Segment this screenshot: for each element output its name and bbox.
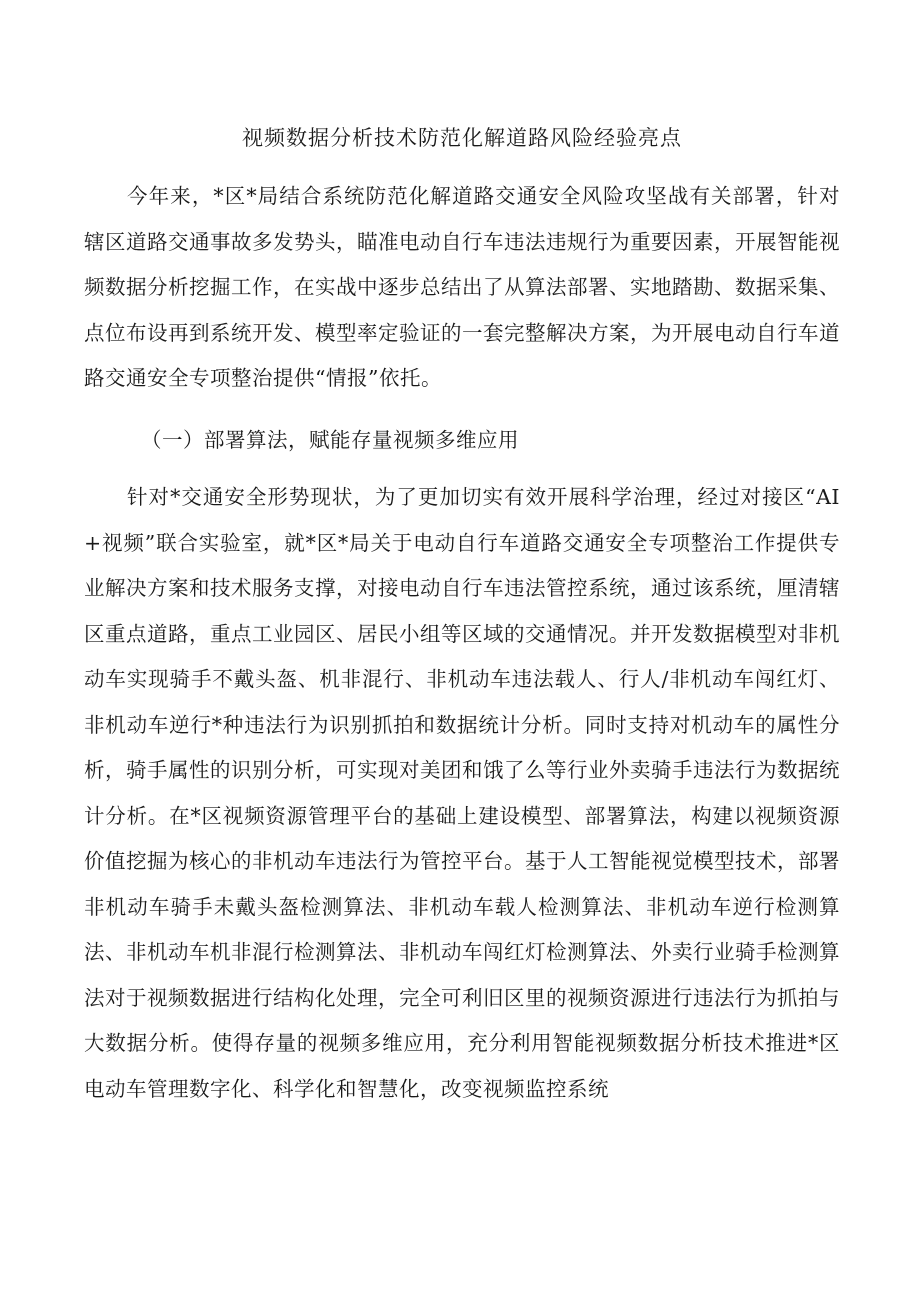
section-1-body-paragraph: 针对*交通安全形势现状，为了更加切实有效开展科学治理，经过对接区“AI+视频”联合实验室，就*区*局关于电动自行车道路交通安全专项整治工作提供专业解决方案和技术服务支撑，对接电动自行车违法管控系统，通过该系统，厘清辖区重点道路，重点工业园区、居民小组等区域的交通情况。并开发数据模型对非机动车实现骑手不戴头盔、机非混行、非机动车违法载人、行人/非机动车闯红灯、非机动车逆行*种违法行为识别抓拍和数据统计分析。同时支持对机动车的属性分析，骑手属性的识别分析，可实现对美团和饿了么等行业外卖骑手违法行为数据统计分析。在*区视频资源管理平台的基础上建设模型、部署算法，构建以视频资源价值挖掘为核心的非机动车违法行为管控平台。基于人工智能视觉模型技术，部署非机动车骑手未戴头盔检测算法、非机动车载人检测算法、非机动车逆行检测算法、非机动车机非混行检测算法、非机动车闯红灯检测算法、外卖行业骑手检测算法对于视频数据进行结构化处理，完全可利旧区里的视频资源进行违法行为抓拍与大数据分析。使得存量的视频多维应用，充分利用智能视频数据分析技术推进*区电动车管理数字化、科学化和智慧化，改变视频监控系统 [84, 485, 840, 1101]
document-page [84, 118, 840, 1112]
document-title: 视频数据分析技术防范化解道路风险经验亮点 [242, 126, 682, 150]
section-heading-1: （一）部署算法，赋能存量视频多维应用 [141, 427, 519, 452]
intro-paragraph: 今年来，*区*局结合系统防范化解道路交通安全风险攻坚战有关部署，针对辖区道路交通事故多发势头，瞄准电动自行车违法违规行为重要因素，开展智能视频数据分析挖掘工作，在实战中逐步总结出了从算法部署、实地踏勘、数据采集、点位布设再到系统开发、模型率定验证的一套完整解决方案，为开展电动自行车道路交通安全专项整治提供“情报”依托。 [84, 184, 840, 390]
